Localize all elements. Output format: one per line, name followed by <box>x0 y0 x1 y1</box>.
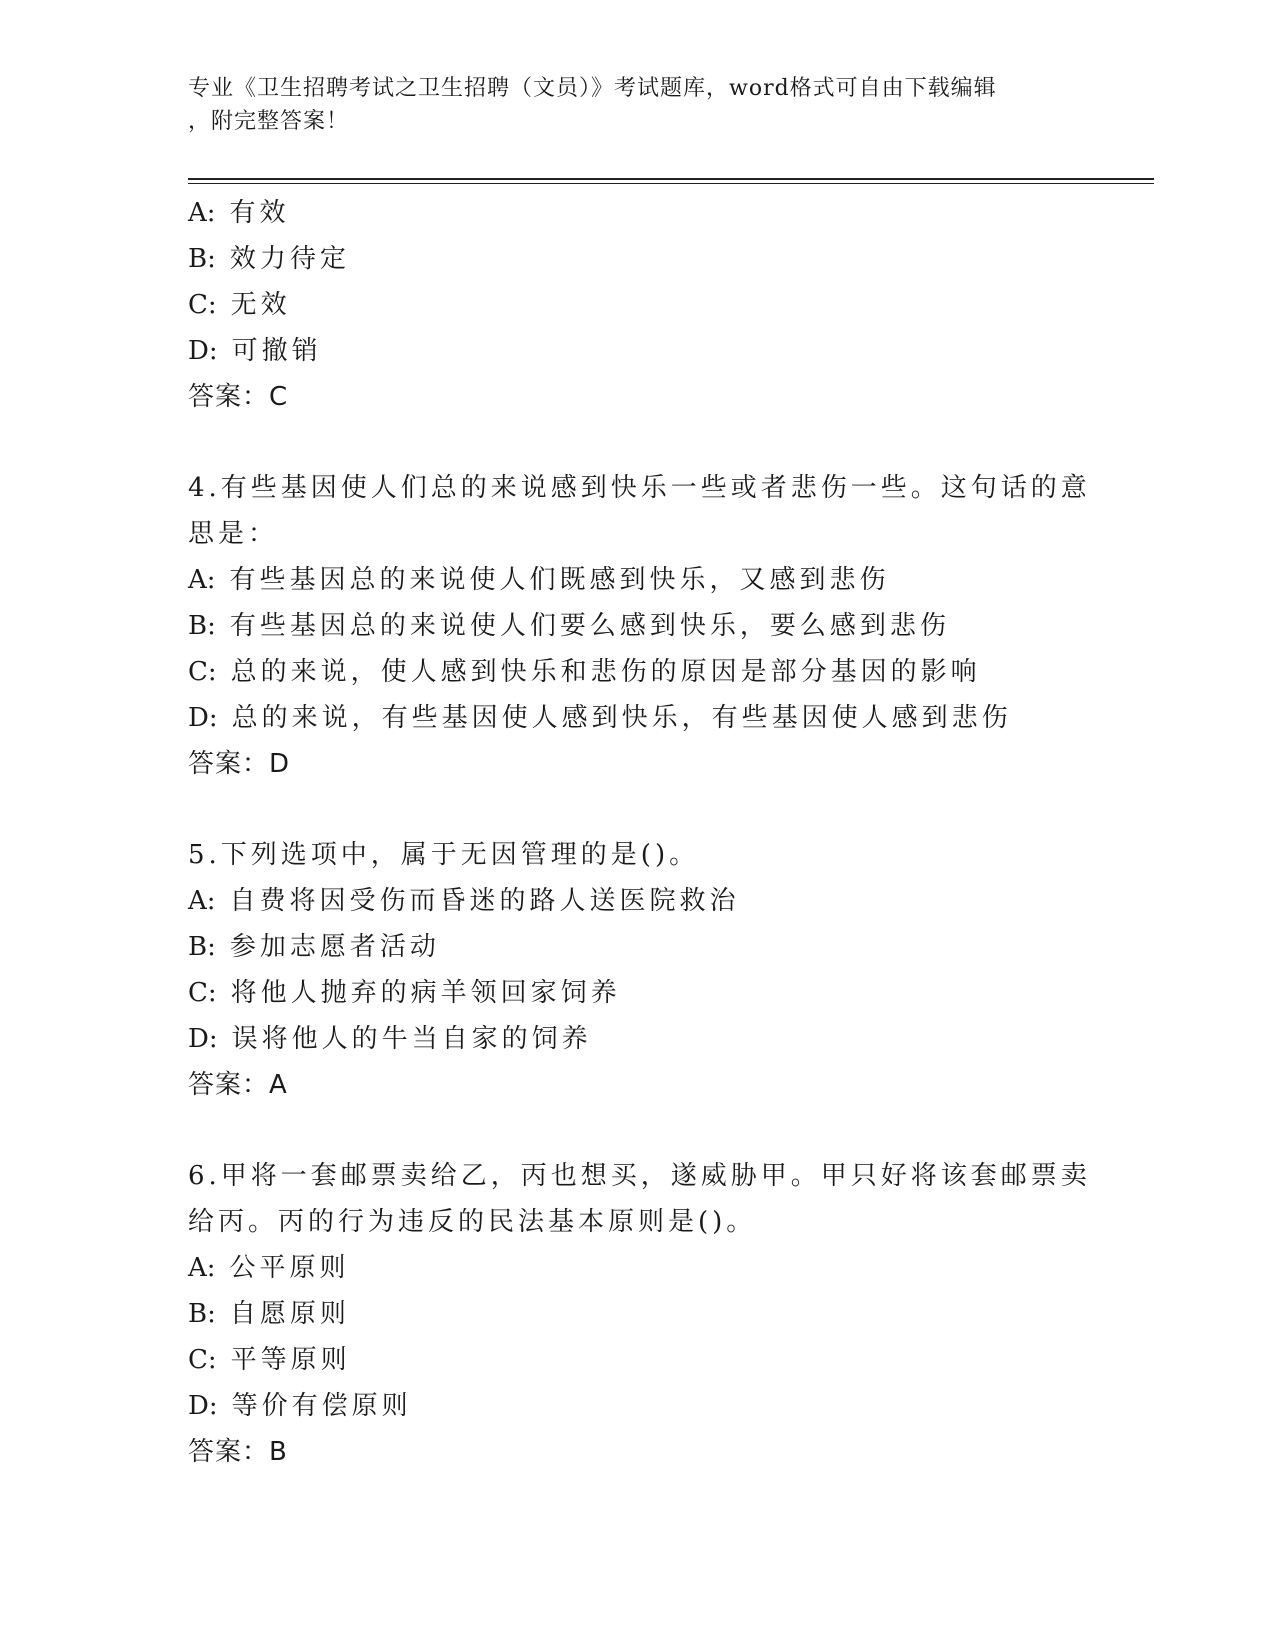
option-c: C: 将他人抛弃的病羊领回家饲养 <box>188 978 621 1008</box>
answer-line: 答案：B <box>188 1437 288 1467</box>
question-4 <box>188 465 1091 787</box>
question-text-line: 思是： <box>188 519 279 549</box>
option-a: A: 公平原则 <box>188 1253 350 1283</box>
document-header <box>188 72 1068 138</box>
question-5 <box>188 832 1078 1108</box>
option-d: D: 等价有偿原则 <box>188 1391 412 1421</box>
answer-line: 答案：D <box>188 749 291 779</box>
question-text-line: 5.下列选项中，属于无因管理的是()。 <box>188 840 700 870</box>
option-b: B: 效力待定 <box>188 244 350 274</box>
question-6 <box>188 1153 1091 1475</box>
answer-line: 答案：C <box>188 382 289 412</box>
question-text-line: 给丙。丙的行为违反的民法基本原则是()。 <box>188 1207 757 1237</box>
option-c: C: 平等原则 <box>188 1345 351 1375</box>
header-divider-thick <box>188 178 1154 180</box>
option-c: C: 无效 <box>188 290 291 320</box>
header-line-1: 专业《卫生招聘考试之卫生招聘（文员）》考试题库，word格式可自由下载编辑 <box>188 76 997 101</box>
option-a: A: 自费将因受伤而昏迷的路人送医院救治 <box>188 886 740 916</box>
option-a: A: 有效 <box>188 198 290 228</box>
option-a: A: 有些基因总的来说使人们既感到快乐，又感到悲伤 <box>188 565 890 595</box>
option-b: B: 参加志愿者活动 <box>188 932 440 962</box>
question-list <box>188 190 1091 1475</box>
question-3 <box>188 190 1078 420</box>
option-c: C: 总的来说，使人感到快乐和悲伤的原因是部分基因的影响 <box>188 657 981 687</box>
option-d: D: 误将他人的牛当自家的饲养 <box>188 1024 592 1054</box>
option-b: B: 自愿原则 <box>188 1299 350 1329</box>
question-text-line: 4.有些基因使人们总的来说感到快乐一些或者悲伤一些。这句话的意 <box>188 473 1091 503</box>
answer-line: 答案：A <box>188 1070 288 1100</box>
option-d: D: 总的来说，有些基因使人感到快乐，有些基因使人感到悲伤 <box>188 703 1012 733</box>
header-line-2: ，附完整答案！ <box>188 109 350 134</box>
option-b: B: 有些基因总的来说使人们要么感到快乐，要么感到悲伤 <box>188 611 950 641</box>
question-text-line: 6.甲将一套邮票卖给乙，丙也想买，遂威胁甲。甲只好将该套邮票卖 <box>188 1161 1091 1191</box>
option-d: D: 可撤销 <box>188 336 322 366</box>
header-divider-thin <box>188 183 1154 184</box>
